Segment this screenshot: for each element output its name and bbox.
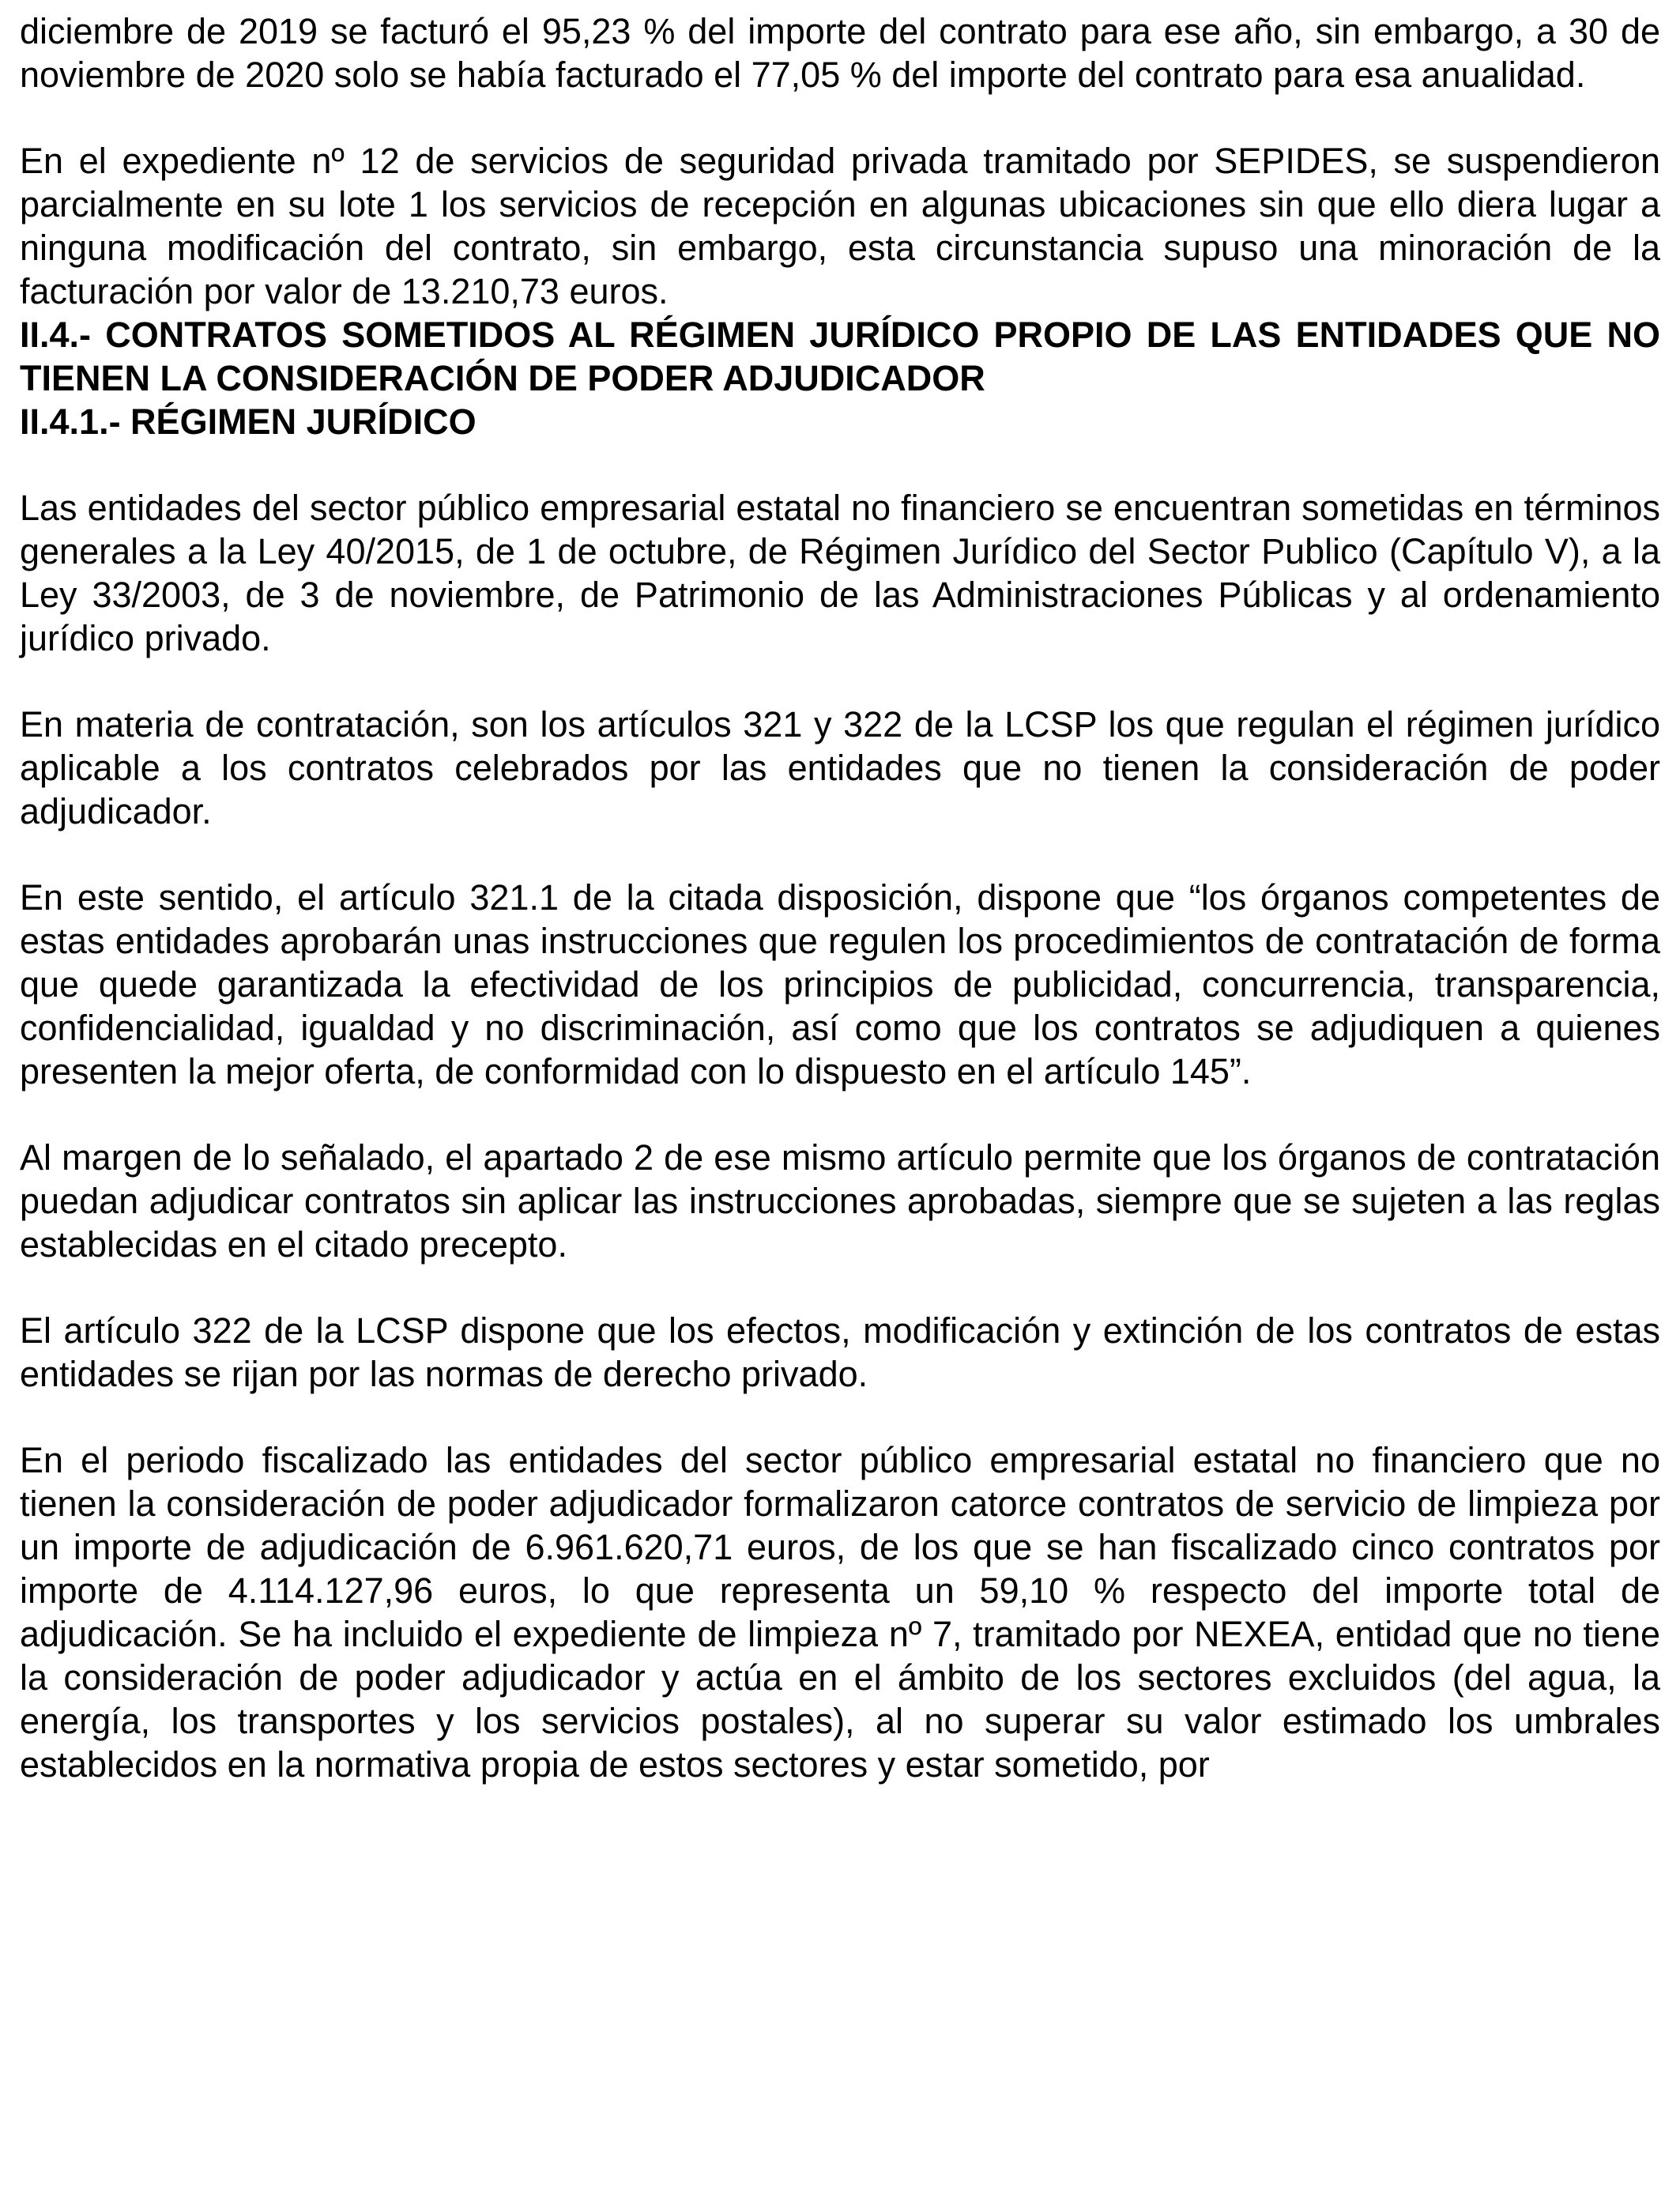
paragraph-article-321-1: En este sentido, el artículo 321.1 de la citada disposición, dispone que “los órganos competentes de estas entidades aprobarán unas instrucciones que regulen los procedimientos de contratación de forma que quede garantizada la efectividad de los principios de publicidad, concurrencia, transparencia, confidencialidad, igualdad y no discriminación, así como que los contratos se adjudiquen a quienes presenten la mejor oferta, de conformidad con lo dispuesto en el artículo 145”.: [20, 877, 1660, 1091]
paragraph-sepides-security: En el expediente nº 12 de servicios de seguridad privada tramitado por SEPIDES, se suspendieron parcialmente en su lote 1 los servicios de recepción en algunas ubicaciones sin que ello diera lugar a ninguna modificación del contrato, sin embargo, esta circunstancia supuso una minoración de la facturación por valor de 13.210,73 euros.: [20, 141, 1660, 311]
paragraph-legal-framework: Las entidades del sector público empresarial estatal no financiero se encuentran sometidas en términos generales a la Ley 40/2015, de 1 de octubre, de Régimen Jurídico del Sector Publico (Capítulo V), a la Ley 33/2003, de 3 de noviembre, de Patrimonio de las Administraciones Públicas y al ordenamiento jurídico privado.: [20, 488, 1660, 658]
paragraph-audited-period: En el periodo fiscalizado las entidades del sector público empresarial estatal no financiero que no tienen la consideración de poder adjudicador formalizaron catorce contratos de servicio de limpieza por un importe de adjudicación de 6.961.620,71 euros, de los que se han fiscalizado cinco contratos por importe de 4.114.127,96 euros, lo que representa un 59,10 % respecto del importe total de adjudicación. Se ha incluido el expediente de limpieza nº 7, tramitado por NEXEA, entidad que no tiene la consideración de poder adjudicador y actúa en el ámbito de los sectores excluidos (del agua, la energía, los transportes y los servicios postales), al no superar su valor estimado los umbrales establecidos en la normativa propia de estos sectores y estar sometido, por: [20, 1440, 1660, 1785]
paragraph-article-321-2: Al margen de lo señalado, el apartado 2 de ese mismo artículo permite que los órganos de contratación puedan adjudicar contratos sin aplicar las instrucciones aprobadas, siempre que se sujeten a las reglas establecidas en el citado precepto.: [20, 1137, 1660, 1265]
paragraph-article-322: El artículo 322 de la LCSP dispone que los efectos, modificación y extinción de los contratos de estas entidades se rijan por las normas de derecho privado.: [20, 1310, 1660, 1394]
subsection-heading: II.4.1.- RÉGIMEN JURÍDICO: [20, 401, 477, 442]
paragraph-lcsp-articles: En materia de contratación, son los artículos 321 y 322 de la LCSP los que regulan el régimen jurídico aplicable a los contratos celebrados por las entidades que no tienen la consideración de poder adjudicador.: [20, 704, 1660, 831]
section-heading: II.4.- CONTRATOS SOMETIDOS AL RÉGIMEN JURÍDICO PROPIO DE LAS ENTIDADES QUE NO TIENEN LA CONSIDERACIÓN DE PODER ADJUDICADOR: [20, 315, 1660, 398]
document-page: [20, 9, 1660, 1786]
paragraph-billing-2019-2020: diciembre de 2019 se facturó el 95,23 % del importe del contrato para ese año, sin embargo, a 30 de noviembre de 2020 solo se había facturado el 77,05 % del importe del contrato para esa anualidad.: [20, 11, 1660, 95]
